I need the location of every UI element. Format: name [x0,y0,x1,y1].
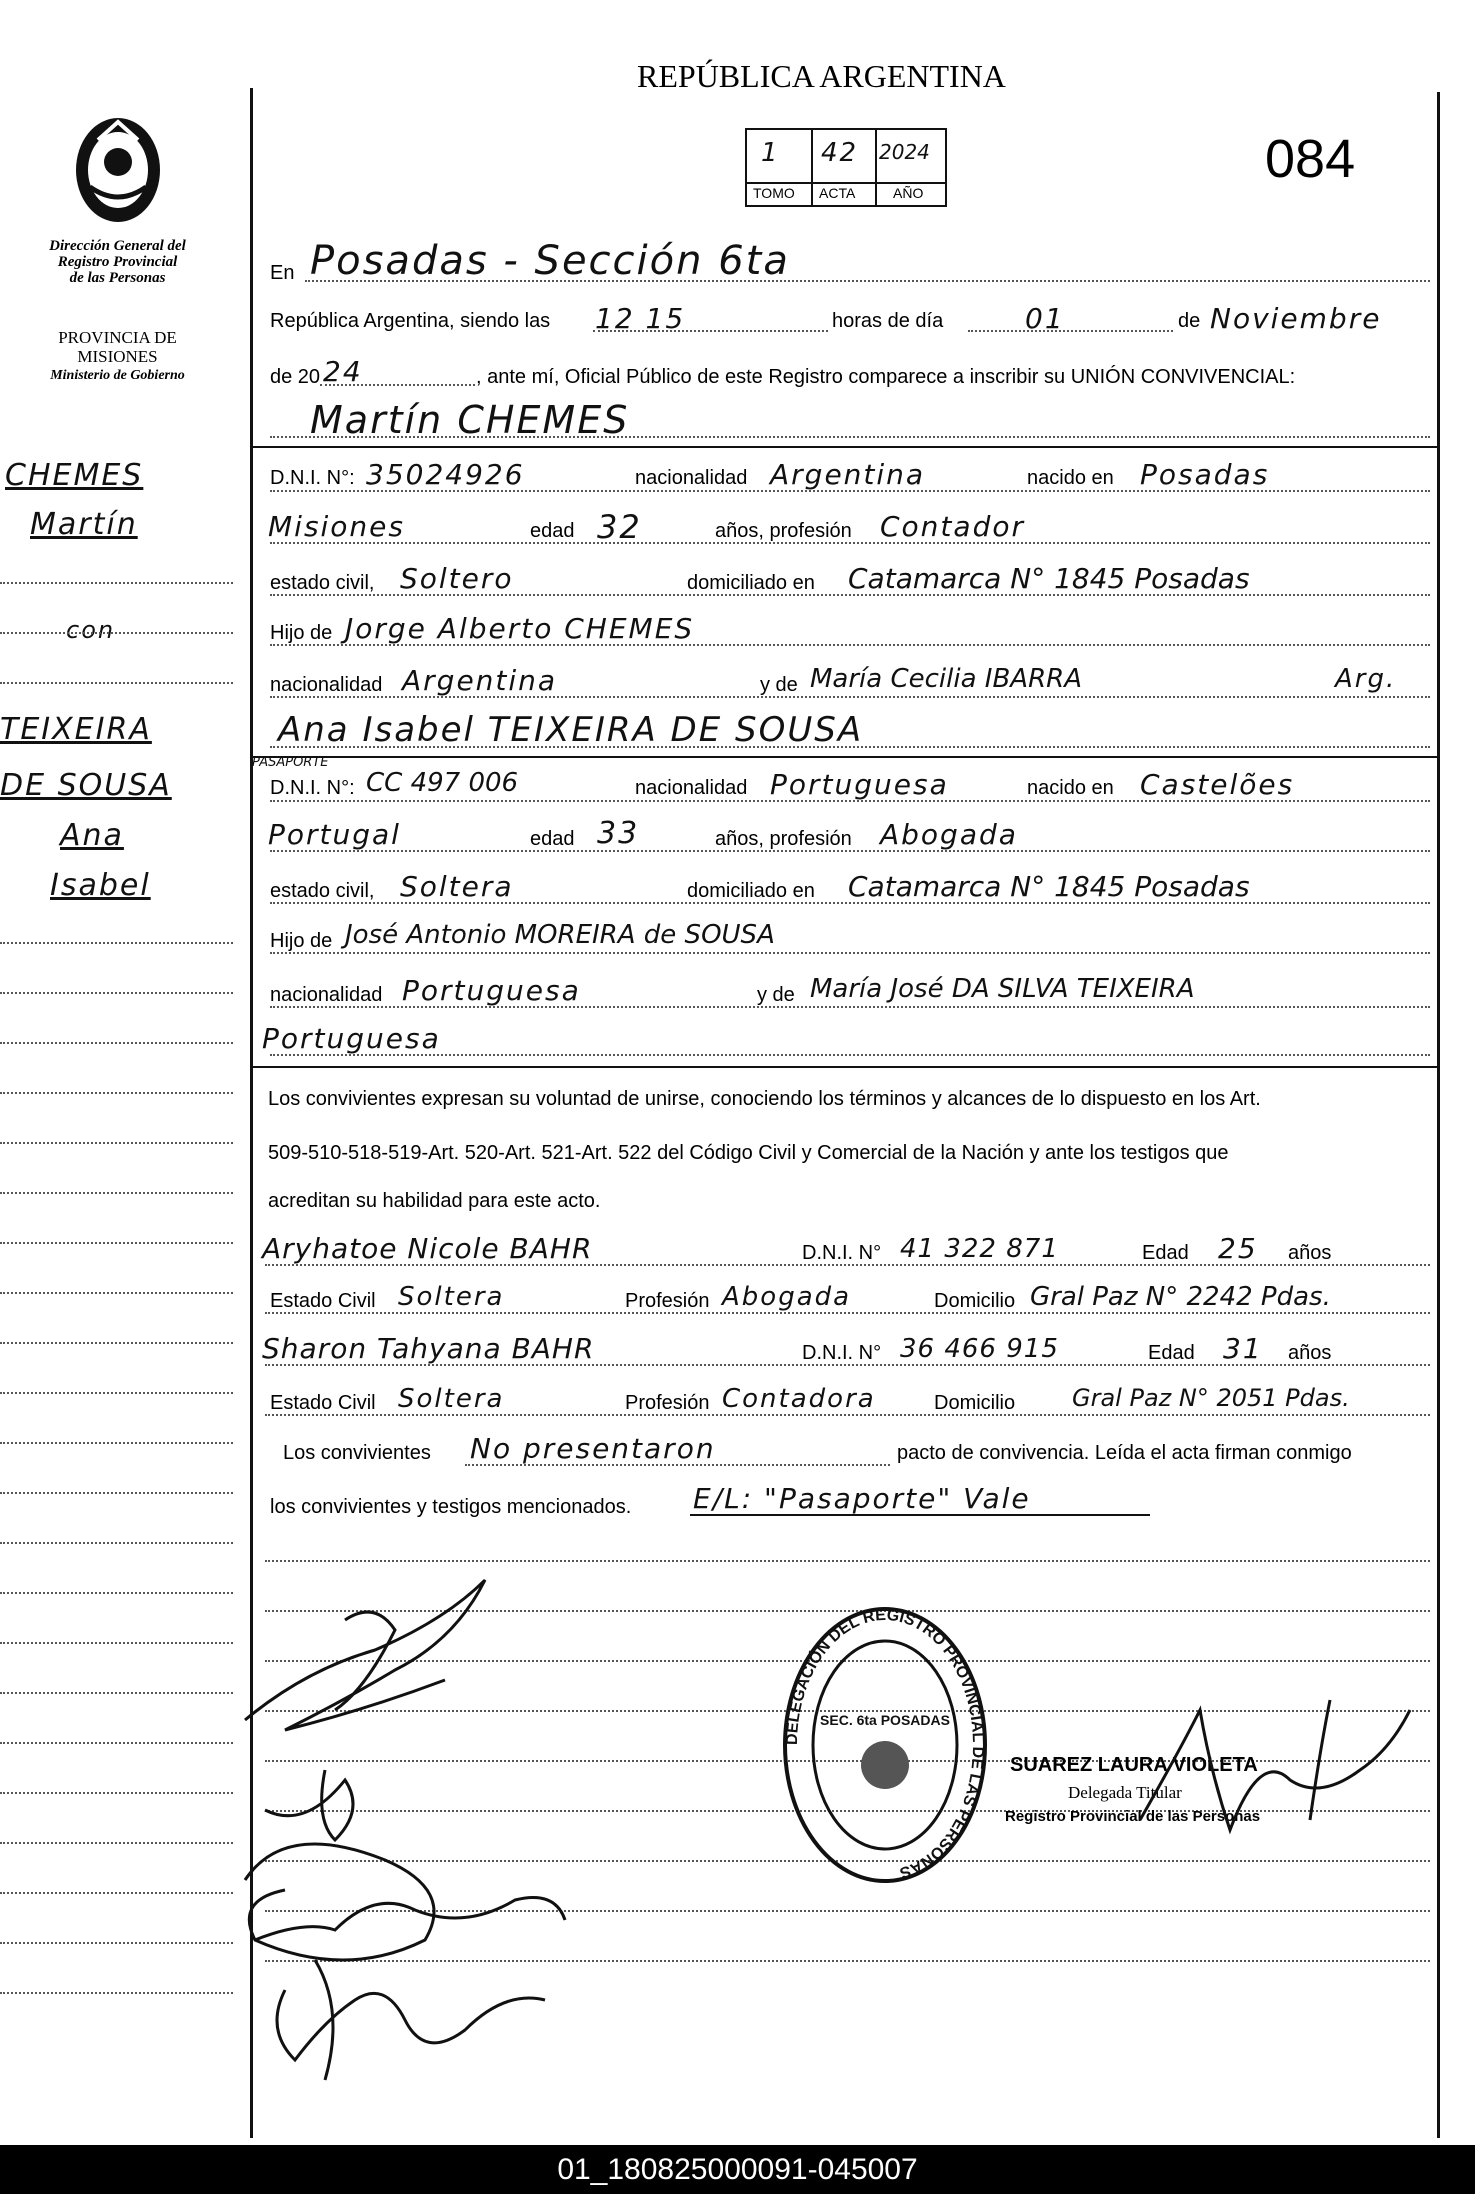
footer-code: 01_180825000091-045007 [557,2153,918,2186]
p2-doc-note: PASAPORTE [252,755,329,770]
p2-nac-label: nacionalidad [635,777,748,799]
rule-person2 [250,756,1440,758]
person2-name: Ana Isabel TEIXEIRA DE SOUSA [278,710,864,750]
w2-estado-label: Estado Civil [270,1392,376,1414]
rule-body [250,1066,1440,1068]
body-line-2: 509-510-518-519-Art. 520-Art. 521-Art. 522 del Código Civil y Comercial de la Nación y ante los testigos que [268,1142,1229,1164]
margin-name-2: Martín [30,507,138,542]
w1-estado: Soltera [398,1282,505,1312]
p1-nac-label: nacionalidad [635,467,748,489]
p1-nac2-label: nacionalidad [270,674,383,696]
de-label: de [1178,310,1201,332]
w2-domicilio: Gral Paz N° 2051 Pdas. [1072,1384,1350,1412]
w2-name: Sharon Tahyana BAHR [262,1332,595,1365]
p1-domicilio: Catamarca N° 1845 Posadas [848,562,1250,595]
ano-label: AÑO [893,185,924,201]
p1-edad: 32 [597,508,642,546]
p1-dni: 35024926 [366,458,525,491]
provincial-emblem-icon [68,112,168,227]
w1-dni-label: D.N.I. N° [802,1242,882,1264]
official-stamp [780,1605,990,1885]
p2-estado-label: estado civil, [270,880,375,902]
margin-name-1: CHEMES [5,458,144,493]
en-label: En [270,262,295,284]
p1-anos-label: años, profesión [715,520,852,542]
w1-prof-label: Profesión [625,1290,710,1312]
p1-madre-nac: Arg. [1335,664,1397,694]
w1-estado-label: Estado Civil [270,1290,376,1312]
intro-month: Noviembre [1210,302,1382,335]
tomo-acta-ano-box [745,128,947,207]
p1-edad-label: edad [530,520,575,542]
tomo-label: TOMO [753,185,795,201]
ano-value: 2024 [879,140,930,164]
margin-name-4: TEIXEIRA [0,712,152,747]
p2-profesion: Abogada [880,818,1018,851]
p2-nacido: Castelões [1140,768,1295,801]
p2-edad-label: edad [530,828,575,850]
closing-note: E/L: "Pasaporte" Vale [693,1482,1031,1515]
year-prefix: de 20 [270,366,321,388]
p2-dom-label: domiciliado en [687,880,815,902]
p2-dni: CC 497 006 [366,768,519,798]
p1-madre: María Cecilia IBARRA [810,664,1082,694]
w2-anos-label: años [1288,1342,1332,1364]
p2-hijo-label: Hijo de [270,930,333,952]
stamp-official-name: SUAREZ LAURA VIOLETA [1010,1754,1258,1776]
w1-edad: 25 [1218,1232,1258,1265]
p2-anos-label: años, profesión [715,828,852,850]
w1-anos-label: años [1288,1242,1332,1264]
p2-madre: María José DA SILVA TEIXEIRA [810,974,1195,1004]
p1-nacido-cont: Misiones [268,510,405,543]
p2-nacido-label: nacido en [1027,777,1114,799]
p1-profesion: Contador [880,510,1025,543]
p1-estado-label: estado civil, [270,572,375,594]
act-number: 084 [1265,129,1356,189]
stamp-official-role: Delegada Titular [1068,1783,1182,1802]
w1-dni: 41 322 871 [900,1234,1059,1264]
closing-pacto-label: pacto de convivencia. Leída el acta firman conmigo [897,1442,1352,1464]
p1-nacido-label: nacido en [1027,467,1114,489]
p2-dni-label: D.N.I. N°: [270,777,355,799]
p2-padre-nac: Portuguesa [402,974,581,1007]
country-heading: REPÚBLICA ARGENTINA [637,58,1006,94]
p2-yde-label: y de [757,984,795,1006]
intro-day: 01 [1025,302,1065,335]
agency-name: Dirección General del Registro Provincial de las Personas [49,238,186,286]
svg-text:DELEGACIÓN DEL REGISTRO PROVIN: DELEGACIÓN DEL REGISTRO PROVINCIAL DE LAS PERSONAS [783,1606,987,1882]
p1-padre-nac: Argentina [402,664,558,697]
w1-profesion: Abogada [722,1282,852,1312]
w2-profesion: Contadora [722,1384,876,1414]
body-line-1: Los convivientes expresan su voluntad de unirse, conociendo los términos y alcances de lo dispuesto en los Art. [268,1088,1261,1110]
footer-bar [0,2145,1475,2194]
p2-estado: Soltera [400,870,514,903]
w2-dom-label: Domicilio [934,1392,1016,1414]
closing-testigos-label: los convivientes y testigos mencionados. [270,1496,632,1518]
comparece-label: , ante mí, Oficial Público de este Registro comparece a inscribir su UNIÓN CONVIVENCIAL: [476,366,1296,388]
p1-yde-label: y de [760,674,798,696]
p1-hijo-label: Hijo de [270,622,333,644]
margin-name-5: DE SOUSA [0,768,172,803]
province-name: PROVINCIA DE MISIONES Ministerio de Gobierno [50,328,185,383]
p2-edad: 33 [597,816,640,851]
p2-nacido-cont: Portugal [268,818,401,851]
p2-padre: José Antonio MOREIRA de SOUSA [345,920,775,950]
w2-dni: 36 466 915 [900,1334,1059,1364]
margin-name-6: Ana [60,818,124,853]
main-right-rule [1437,92,1440,2138]
p1-padre: Jorge Alberto CHEMES [345,612,695,645]
official-signature [1120,1690,1420,1850]
tomo-value: 1 [761,138,780,168]
p1-dom-label: domiciliado en [687,572,815,594]
p1-nacionalidad: Argentina [770,458,926,491]
p1-nacido: Posadas [1140,458,1270,491]
body-line-3: acreditan su habilidad para este acto. [268,1190,601,1212]
horas-label: horas de día [832,310,944,332]
p2-nacionalidad: Portuguesa [770,768,949,801]
w2-estado: Soltera [398,1384,505,1414]
w1-dom-label: Domicilio [934,1290,1016,1312]
w2-edad: 31 [1223,1332,1263,1365]
signature-scribbles [225,1560,625,2100]
intro-place: Posadas - Sección 6ta [310,238,790,284]
p1-estado: Soltero [400,562,514,595]
closing-pacto-value: No presentaron [470,1432,716,1465]
person1-name: Martín CHEMES [310,398,630,442]
margin-name-3: con [66,616,116,644]
margin-name-7: Isabel [50,868,151,903]
p2-nac2-label: nacionalidad [270,984,383,1006]
w2-dni-label: D.N.I. N° [802,1342,882,1364]
acta-label: ACTA [819,185,856,201]
intro-hour: 12 15 [595,302,686,335]
w2-prof-label: Profesión [625,1392,710,1414]
w2-edad-label: Edad [1148,1342,1195,1364]
intro-year: 24 [323,355,363,388]
closing-conv-label: Los convivientes [283,1442,431,1464]
w1-edad-label: Edad [1142,1242,1189,1264]
rule-person1 [250,446,1440,448]
stamp-official-org: Registro Provincial de las Personas [1005,1808,1261,1825]
svg-text:SEC. 6ta POSADAS: SEC. 6ta POSADAS [820,1712,950,1728]
w1-name: Aryhatoe Nicole BAHR [262,1232,593,1265]
acta-value: 42 [821,138,859,168]
p1-dni-label: D.N.I. N°: [270,467,355,489]
p2-madre-nac: Portuguesa [262,1022,441,1055]
republica-label: República Argentina, siendo las [270,310,551,332]
p2-domicilio: Catamarca N° 1845 Posadas [848,870,1250,903]
w1-domicilio: Gral Paz N° 2242 Pdas. [1030,1282,1331,1312]
